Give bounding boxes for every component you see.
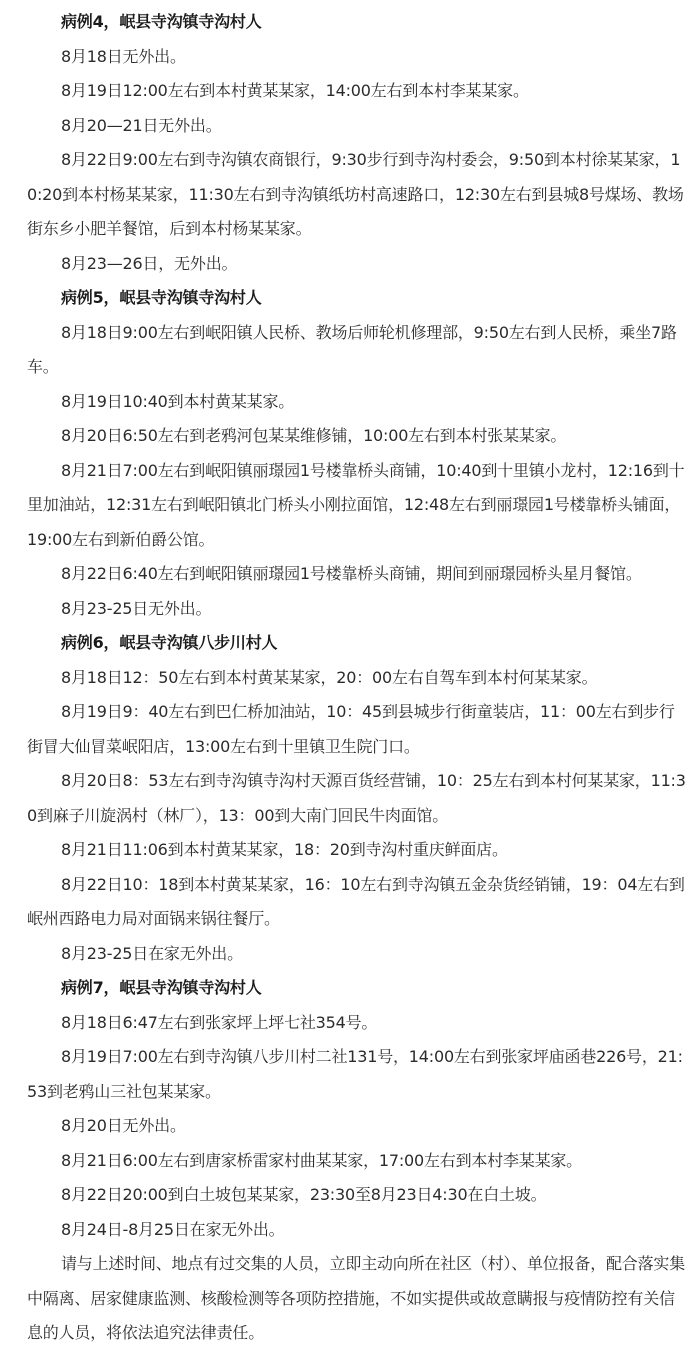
paragraph: 8月20日无外出。 [61, 1116, 186, 1135]
paragraph: 8月19日7:00左右到寺沟镇八步川村二社131号，14:00左右到张家坪庙函巷226号，21:53到老鸦山三社包某某家。 [27, 1047, 683, 1101]
paragraph: 8月22日10：18到本村黄某某家，16：10左右到寺沟镇五金杂货经销铺，19：04左右到岷州西路电力局对面锅来锅往餐厅。 [27, 874, 685, 928]
paragraph: 8月18日6:47左右到张家坪上坪七社354号。 [61, 1012, 378, 1032]
paragraph: 8月18日12：50左右到本村黄某某家，20：00左右自驾车到本村何某某家。 [61, 667, 598, 687]
case-heading: 病例4，岷县寺沟镇寺沟村人 [61, 12, 262, 31]
paragraph: 8月19日9：40左右到巴仁桥加油站，10：45到县城步行街童装店，11：00左右到步行街冒大仙冒菜岷阳店，13:00左右到十里镇卫生院门口。 [27, 702, 675, 756]
paragraph: 8月21日7:00左右到岷阳镇丽璟园1号楼靠桥头商铺，10:40到十里镇小龙村，12:16到十里加油站，12:31左右到岷阳镇北门桥头小刚拉面馆，12:48左右到丽璟园1号楼靠桥头铺面，19:00左右到新伯爵公馆。 [27, 460, 685, 549]
paragraph: 请与上述时间、地点有过交集的人员，立即主动向所在社区（村）、单位报备，配合落实集中隔离、居家健康监测、核酸检测等各项防控措施，不如实提供或故意瞒报与疫情防控有关信息的人员，将依法追究法律责任。 [27, 1254, 686, 1342]
paragraph: 8月18日无外出。 [61, 46, 186, 66]
paragraph: 8月18日9:00左右到岷阳镇人民桥、教场后师轮机修理部，9:50左右到人民桥，乘坐7路车。 [27, 322, 677, 376]
paragraph: 8月23-25日无外出。 [61, 598, 212, 618]
paragraph: 8月20日6:50左右到老鸦河包某某维修铺，10:00左右到本村张某某家。 [61, 426, 567, 445]
paragraph: 8月19日12:00左右到本村黄某某家，14:00左右到本村李某某家。 [61, 81, 529, 100]
paragraph: 8月22日20:00到白土坡包某某家，23:30至8月23日4:30在白土坡。 [61, 1185, 547, 1204]
paragraph: 8月22日6:40左右到岷阳镇丽璟园1号楼靠桥头商铺，期间到丽璟园桥头星月餐馆。 [61, 564, 642, 583]
paragraph: 8月22日9:00左右到寺沟镇农商银行，9:30步行到寺沟村委会，9:50到本村徐某某家，10:20到本村杨某某家，11:30左右到寺沟镇纸坊村高速路口，12:30左右到县城8号煤场、教场街东乡小肥羊餐馆，后到本村杨某某家。 [27, 150, 684, 238]
case-heading: 病例7，岷县寺沟镇寺沟村人 [61, 978, 262, 997]
paragraph: 8月20—21日无外出。 [61, 115, 222, 135]
case-heading: 病例5，岷县寺沟镇寺沟村人 [61, 288, 262, 307]
paragraph: 8月19日10:40到本村黄某某家。 [61, 391, 295, 411]
case-heading: 病例6，岷县寺沟镇八步川村人 [61, 633, 278, 652]
paragraph: 8月23-25日在家无外出。 [61, 943, 243, 963]
paragraph: 8月20日8：53左右到寺沟镇寺沟村天源百货经营铺，10：25左右到本村何某某家，11:30到麻子川旋涡村（林厂），13：00到大南门回民牛肉面馆。 [27, 771, 686, 825]
paragraph: 8月21日11:06到本村黄某某家，18：20到寺沟村重庆鲜面店。 [61, 840, 508, 859]
paragraph: 8月21日6:00左右到唐家桥雷家村曲某某家，17:00左右到本村李某某家。 [61, 1150, 582, 1170]
paragraph: 8月24日-8月25日在家无外出。 [61, 1219, 285, 1239]
paragraph: 8月23—26日，无外出。 [61, 253, 238, 273]
